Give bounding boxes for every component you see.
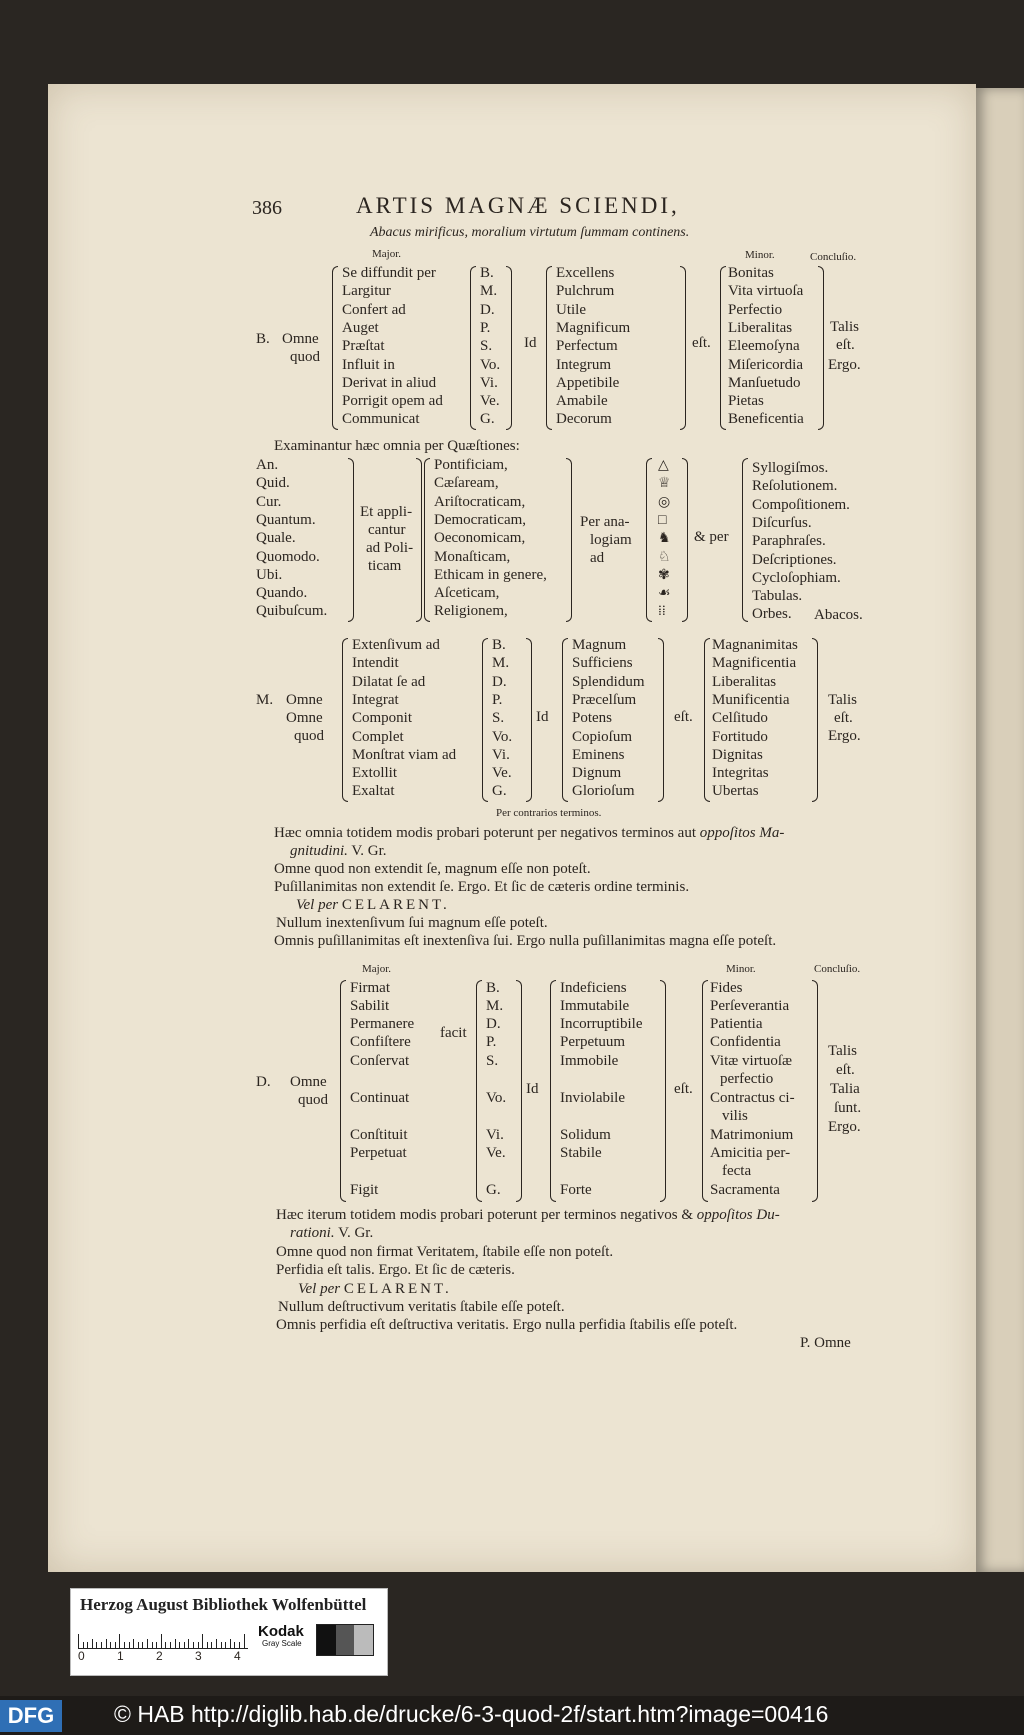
table-m-letter: S. (492, 710, 505, 727)
ruler-number: 1 (117, 1649, 124, 1663)
major-label: Major. (362, 963, 392, 975)
method-item: Syllogiſmos. (752, 460, 829, 476)
table-d-virtue: fecta (722, 1163, 752, 1179)
table-d-letter: S. (486, 1053, 499, 1069)
table-b-predicate: Excellens (556, 265, 615, 281)
subject-word: Omne (286, 692, 323, 708)
conclusion-word: eſt. (836, 337, 855, 353)
table-d-predicate: Immutabile (560, 998, 630, 1014)
brace (704, 638, 710, 802)
table-b-letter: D. (480, 301, 495, 318)
table-d-verb: Firmat (350, 980, 390, 996)
method-item: Cycloſophiam. (752, 569, 841, 586)
table-b-letter: P. (480, 319, 491, 336)
table-m-verb: Intendit (352, 655, 399, 672)
closing-line: rationi. V. Gr. (290, 1225, 374, 1241)
politics-item: Democraticam, (434, 511, 527, 528)
table-m-verb: Componit (352, 710, 413, 727)
table-d-predicate: Forte (560, 1182, 592, 1198)
table-d-letter: M. (486, 998, 504, 1014)
est-word: eſt. (692, 335, 711, 351)
table-m-virtue: Magnanimitas (712, 637, 798, 653)
analogy-symbol-icon: ✾ (658, 567, 670, 583)
subject-word: quod (294, 728, 324, 744)
subject-word: quod (298, 1092, 328, 1108)
table-b-predicate: Utile (556, 301, 586, 318)
analogiam-line: Per ana- (580, 514, 630, 530)
table-d-virtue: Confidentia (710, 1034, 781, 1050)
question-word: Quomodo. (256, 548, 320, 565)
table-m-verb: Monſtrat viam ad (352, 746, 457, 763)
method-item: Compoſitionem. (752, 496, 850, 513)
table-b-verb: Se diffundit per (342, 265, 436, 281)
table-d-verb: Conſtituit (350, 1127, 408, 1143)
table-d-virtue: Sacramenta (710, 1182, 780, 1198)
table-d-letter: Ve. (486, 1145, 506, 1161)
table-d-predicate: Solidum (560, 1127, 611, 1143)
id-word: Id (526, 1081, 539, 1097)
brace (646, 458, 652, 622)
question-word: Quid. (256, 475, 290, 492)
brace (516, 980, 522, 1202)
conclusion-word: Ergo. (828, 728, 861, 744)
table-d-verb: Sabilit (350, 998, 390, 1014)
table-m-virtue: Liberalitas (712, 673, 777, 690)
page-number: 386 (252, 197, 282, 219)
minor-label: Minor. (726, 963, 756, 975)
applicantur-line: cantur (368, 522, 406, 538)
table-m-verb: Exaltat (352, 783, 395, 800)
ruler-tick (92, 1639, 93, 1648)
table-d-verb: Figit (350, 1182, 379, 1198)
conclusio-label: Concluſio. (814, 963, 861, 975)
subject-letter: M. (256, 692, 274, 708)
table-b-verb: Porrigit opem ad (342, 393, 443, 410)
table-m-predicate: Præcelſum (572, 691, 637, 708)
table-b-predicate: Decorum (556, 411, 612, 428)
facing-page-edge (976, 88, 1024, 1572)
per-word: & per (694, 529, 729, 545)
contrarios-line: Nullum inextenſivum ſui magnum eſſe poteſt. (276, 915, 548, 931)
table-b-virtue: Miſericordia (728, 356, 803, 373)
question-word: Quale. (256, 530, 296, 547)
ruler-number: 0 (78, 1649, 85, 1663)
table-b-virtue: Vita virtuoſa (728, 283, 804, 300)
ruler-tick (225, 1642, 226, 1648)
table-b-virtue: Pietas (728, 393, 764, 410)
applicantur-line: ticam (368, 558, 402, 574)
table-b-letter: Vi. (480, 374, 498, 391)
politics-item: Pontificiam, (434, 457, 508, 473)
table-m-virtue: Dignitas (712, 746, 763, 763)
gray-scale-label: Gray Scale (262, 1639, 302, 1648)
page-subtitle: Abacus mirificus, moralium virtutum ſummam continens. (370, 225, 690, 240)
table-d-predicate: Incorruptibile (560, 1016, 643, 1032)
table-d-virtue: vilis (722, 1108, 748, 1124)
analogy-symbol-icon: ♞ (658, 531, 671, 547)
ruler-tick (244, 1634, 245, 1648)
ruler-tick (96, 1642, 97, 1648)
table-d-predicate: Immobile (560, 1053, 619, 1069)
brace (566, 458, 572, 622)
table-d-virtue: Amicitia per- (710, 1145, 791, 1161)
table-b-letter: S. (480, 338, 493, 355)
table-m-virtue: Magnificentia (712, 655, 797, 672)
brace (812, 980, 818, 1202)
brace (416, 458, 422, 622)
table-b-verb: Præſtat (342, 338, 385, 355)
table-m-predicate: Sufficiens (572, 655, 633, 672)
politics-item: Aſceticam, (434, 585, 500, 602)
ruler (78, 1624, 248, 1649)
table-d-virtue: perfectio (720, 1071, 774, 1087)
ruler-tick (142, 1642, 143, 1648)
minor-label: Minor. (745, 249, 775, 261)
brace (720, 266, 726, 430)
politics-item: Oeconomicam, (434, 530, 526, 547)
ruler-tick (207, 1642, 208, 1648)
brace (682, 458, 688, 622)
ruler-tick (161, 1634, 162, 1648)
table-b-verb: Derivat in aliud (342, 374, 437, 391)
ruler-tick (110, 1642, 111, 1648)
table-d-verb: Continuat (350, 1090, 410, 1106)
table-d-verb: Perpetuat (350, 1145, 407, 1161)
brace (680, 266, 686, 430)
brace (550, 980, 556, 1202)
analogy-symbol-icon: ♕ (658, 476, 671, 492)
conclusion-word: Ergo. (828, 357, 861, 373)
table-b-virtue: Perfectio (728, 301, 783, 318)
conclusion-word: eſt. (836, 1062, 855, 1078)
politics-item: Religionem, (434, 603, 508, 620)
id-word: Id (524, 335, 537, 351)
table-b-verb: Confert ad (342, 301, 406, 318)
table-m-predicate: Copioſum (572, 728, 633, 745)
conclusion-word: Ergo. (828, 1119, 861, 1135)
ruler-tick (179, 1642, 180, 1648)
method-item: Deſcriptiones. (752, 551, 837, 568)
table-d-letter: D. (486, 1016, 501, 1032)
brace (332, 266, 338, 430)
ruler-number: 2 (156, 1649, 163, 1663)
closing-line: Perfidia eſt talis. Ergo. Et ſic de cæteris. (276, 1262, 515, 1278)
table-b-letter: B. (480, 265, 494, 281)
table-d-virtue: Perſeverantia (710, 998, 790, 1014)
analogy-symbol-icon: ♘ (658, 549, 671, 565)
ruler-number: 3 (195, 1649, 202, 1663)
id-word: Id (536, 709, 549, 725)
ruler-tick (175, 1639, 176, 1648)
brace (818, 266, 824, 430)
brace (470, 266, 476, 430)
table-b-predicate: Pulchrum (556, 283, 615, 300)
table-b-virtue: Bonitas (728, 265, 774, 281)
subject-word: Omne (290, 1074, 327, 1090)
table-m-letter: B. (492, 637, 506, 653)
gray-swatch (316, 1624, 374, 1656)
method-item: Orbes. (752, 606, 792, 623)
politics-item: Ethicam in genere, (434, 566, 547, 583)
catchword: P. Omne (800, 1335, 851, 1351)
table-m-letter: Vi. (492, 746, 510, 763)
ruler-tick (119, 1634, 120, 1648)
subject-word: quod (290, 349, 320, 365)
contrarios-line: Puſillanimitas non extendit ſe. Ergo. Et ſic de cæteris ordine terminis. (274, 879, 690, 895)
analogy-symbol-icon: ⁞⁞ (658, 604, 666, 620)
conclusion-word: ſunt. (834, 1100, 862, 1116)
brace (702, 980, 708, 1202)
table-m-virtue: Munificentia (712, 691, 790, 708)
conclusion-word: eſt. (834, 710, 853, 726)
subject-letter: D. (256, 1074, 271, 1090)
table-d-verb: Permanere (350, 1016, 415, 1032)
ruler-tick (221, 1642, 222, 1648)
brace (742, 458, 748, 622)
brace (424, 458, 430, 622)
table-m-predicate: Magnum (572, 637, 627, 653)
brace (482, 638, 488, 802)
table-m-letter: P. (492, 691, 503, 708)
ruler-number: 4 (234, 1649, 241, 1663)
ruler-tick (78, 1634, 79, 1648)
table-b-letter: Vo. (480, 356, 501, 373)
question-word: Cur. (256, 493, 282, 510)
table-b-virtue: Liberalitas (728, 319, 793, 336)
brace (476, 980, 482, 1202)
politics-item: Cæſaream, (434, 475, 499, 492)
conclusion-word: Talis (828, 1043, 857, 1059)
method-item: Tabulas. (752, 588, 803, 605)
question-word: Ubi. (256, 566, 283, 583)
table-d-predicate: Indeficiens (560, 980, 627, 996)
table-b-predicate: Perfectum (556, 338, 618, 355)
ruler-tick (230, 1639, 231, 1648)
ruler-tick (133, 1639, 134, 1648)
table-d-letter: P. (486, 1034, 497, 1050)
brace (342, 638, 348, 802)
ruler-tick (234, 1642, 235, 1648)
table-d-predicate: Stabile (560, 1145, 602, 1161)
question-word: Quibuſcum. (256, 603, 328, 620)
table-b-verb: Communicat (342, 411, 420, 428)
contrarios-heading: Per contrarios terminos. (496, 807, 602, 819)
table-d-verb: Confiſtere (350, 1034, 411, 1050)
table-m-predicate: Glorioſum (572, 783, 635, 800)
analogy-symbol-icon: ◎ (658, 494, 671, 510)
ruler-tick (124, 1642, 125, 1648)
table-m-letter: Ve. (492, 765, 512, 782)
table-b-verb: Influit in (342, 356, 395, 373)
table-b-verb: Largitur (342, 283, 391, 300)
applicantur-line: ad Poli- (366, 540, 414, 556)
brace (562, 638, 568, 802)
brace (546, 266, 552, 430)
table-d-virtue: Matrimonium (710, 1127, 794, 1143)
brace (340, 980, 346, 1202)
closing-line: Omne quod non firmat Veritatem, ſtabile eſſe non poteſt. (276, 1244, 614, 1260)
table-m-letter: M. (492, 655, 510, 672)
ruler-tick (170, 1642, 171, 1648)
ruler-tick (188, 1639, 189, 1648)
table-m-letter: D. (492, 673, 507, 690)
kodak-logo: Kodak (258, 1623, 304, 1640)
conclusio-label: Concluſio. (810, 251, 857, 263)
conclusion-word: Talia (830, 1081, 860, 1097)
ruler-tick (87, 1642, 88, 1648)
politics-item: Monaſticam, (434, 548, 511, 565)
contrarios-line: gnitudini. V. Gr. (290, 843, 387, 859)
celarent-line: Vel per CELARENT. (296, 897, 450, 913)
subject-letter: B. (256, 331, 270, 347)
contrarios-line: Omnis puſillanimitas eſt inextenſiva ſui. Ergo nulla puſillanimitas magna eſſe poteſt. (274, 933, 777, 949)
table-d-virtue: Fides (710, 980, 743, 996)
ruler-tick (184, 1642, 185, 1648)
table-d-letter: B. (486, 980, 500, 996)
method-item: Reſolutionem. (752, 478, 838, 495)
subject-word: Omne (286, 710, 323, 726)
subject-word: Omne (282, 331, 319, 347)
question-word: Quantum. (256, 511, 316, 528)
table-b-virtue: Manſuetudo (728, 374, 801, 391)
table-d-predicate: Inviolabile (560, 1090, 625, 1106)
ruler-tick (211, 1642, 212, 1648)
ruler-tick (83, 1642, 84, 1648)
table-m-virtue: Integritas (712, 765, 769, 782)
dfg-logo: DFG (0, 1700, 62, 1732)
ruler-tick (165, 1642, 166, 1648)
analogy-symbol-icon: △ (658, 458, 669, 473)
celarent-line: Vel per CELARENT. (298, 1281, 452, 1297)
examinantur-intro: Examinantur hæc omnia per Quæſtiones: (274, 438, 520, 454)
table-b-verb: Auget (342, 319, 379, 336)
question-word: An. (256, 457, 279, 473)
ruler-tick (152, 1642, 153, 1648)
major-label: Major. (372, 248, 402, 260)
question-word: Quando. (256, 585, 308, 602)
table-m-predicate: Eminens (572, 746, 625, 763)
table-m-virtue: Fortitudo (712, 728, 768, 745)
abacos-word: Abacos. (814, 607, 863, 623)
table-m-predicate: Splendidum (572, 673, 645, 690)
analogiam-line: logiam (590, 532, 632, 548)
table-b-virtue: Beneficentia (728, 411, 804, 428)
brace (506, 266, 512, 430)
ruler-tick (115, 1642, 116, 1648)
copyright-link[interactable]: © HAB http://diglib.hab.de/drucke/6-3-quod-2f/start.htm?image=00416 (114, 1701, 829, 1727)
ruler-tick (216, 1639, 217, 1648)
table-m-predicate: Dignum (572, 765, 622, 782)
table-m-predicate: Potens (572, 710, 613, 727)
table-m-letter: G. (492, 783, 507, 800)
running-title: ARTIS MAGNÆ SCIENDI, (356, 193, 680, 218)
table-b-letter: Ve. (480, 393, 500, 410)
conclusion-word: Talis (830, 319, 859, 335)
ruler-tick (239, 1642, 240, 1648)
brace (526, 638, 532, 802)
table-m-letter: Vo. (492, 728, 513, 745)
method-item: Diſcurſus. (752, 514, 812, 531)
conclusion-word: Talis (828, 692, 857, 708)
contrarios-line: Omne quod non extendit ſe, magnum eſſe non poteſt. (274, 861, 591, 877)
method-item: Paraphraſes. (752, 533, 826, 550)
table-d-virtue: Vitæ virtuoſæ (710, 1053, 793, 1069)
ruler-tick (106, 1639, 107, 1648)
closing-line: Hæc iterum totidem modis probari poterunt per terminos negativos & oppoſitos Du- (276, 1207, 780, 1223)
table-b-predicate: Magnificum (556, 319, 631, 336)
closing-line: Omnis perfidia eſt deſtructiva veritatis. Ergo nulla perfidia ſtabilis eſſe poteſt. (276, 1317, 738, 1333)
table-b-predicate: Appetibile (556, 374, 620, 391)
facit-word: facit (440, 1025, 467, 1041)
brace (348, 458, 354, 622)
table-m-virtue: Celſitudo (712, 710, 768, 727)
analogiam-line: ad (590, 550, 605, 566)
table-m-virtue: Ubertas (712, 783, 759, 800)
table-m-verb: Extenſivum ad (352, 637, 440, 653)
table-b-predicate: Integrum (556, 356, 611, 373)
table-b-letter: M. (480, 283, 498, 300)
analogy-symbol-icon: ☙ (658, 586, 671, 602)
est-word: eſt. (674, 1081, 693, 1097)
ruler-tick (129, 1642, 130, 1648)
politics-item: Ariſtocraticam, (434, 493, 526, 510)
table-d-letter: Vo. (486, 1090, 507, 1106)
brace (658, 638, 664, 802)
ruler-tick (202, 1634, 203, 1648)
ruler-tick (156, 1642, 157, 1648)
closing-line: Nullum deſtructivum veritatis ſtabile eſſe poteſt. (278, 1299, 565, 1315)
ruler-tick (147, 1639, 148, 1648)
ruler-tick (101, 1642, 102, 1648)
contrarios-line: Hæc omnia totidem modis probari poterunt per negativos terminos aut oppoſitos Ma- (274, 825, 785, 841)
ruler-tick (193, 1642, 194, 1648)
est-word: eſt. (674, 709, 693, 725)
ruler-tick (138, 1642, 139, 1648)
table-b-virtue: Eleemoſyna (728, 338, 800, 355)
analogy-symbol-icon: □ (658, 512, 667, 528)
table-d-letter: Vi. (486, 1127, 504, 1143)
table-b-predicate: Amabile (556, 393, 608, 410)
table-d-letter: G. (486, 1182, 501, 1198)
ruler-tick (198, 1642, 199, 1648)
table-m-verb: Integrat (352, 691, 399, 708)
library-name: Herzog August Bibliothek Wolfenbüttel (80, 1595, 367, 1614)
table-d-verb: Conſervat (350, 1053, 410, 1069)
table-d-predicate: Perpetuum (560, 1034, 625, 1050)
table-d-virtue: Patientia (710, 1016, 763, 1032)
applicantur-line: Et appli- (360, 504, 413, 520)
table-m-verb: Complet (352, 728, 404, 745)
table-b-letter: G. (480, 411, 495, 428)
brace (812, 638, 818, 802)
brace (660, 980, 666, 1202)
table-m-verb: Extollit (352, 765, 397, 782)
table-d-virtue: Contractus ci- (710, 1090, 795, 1106)
table-m-verb: Dilatat ſe ad (352, 673, 426, 690)
